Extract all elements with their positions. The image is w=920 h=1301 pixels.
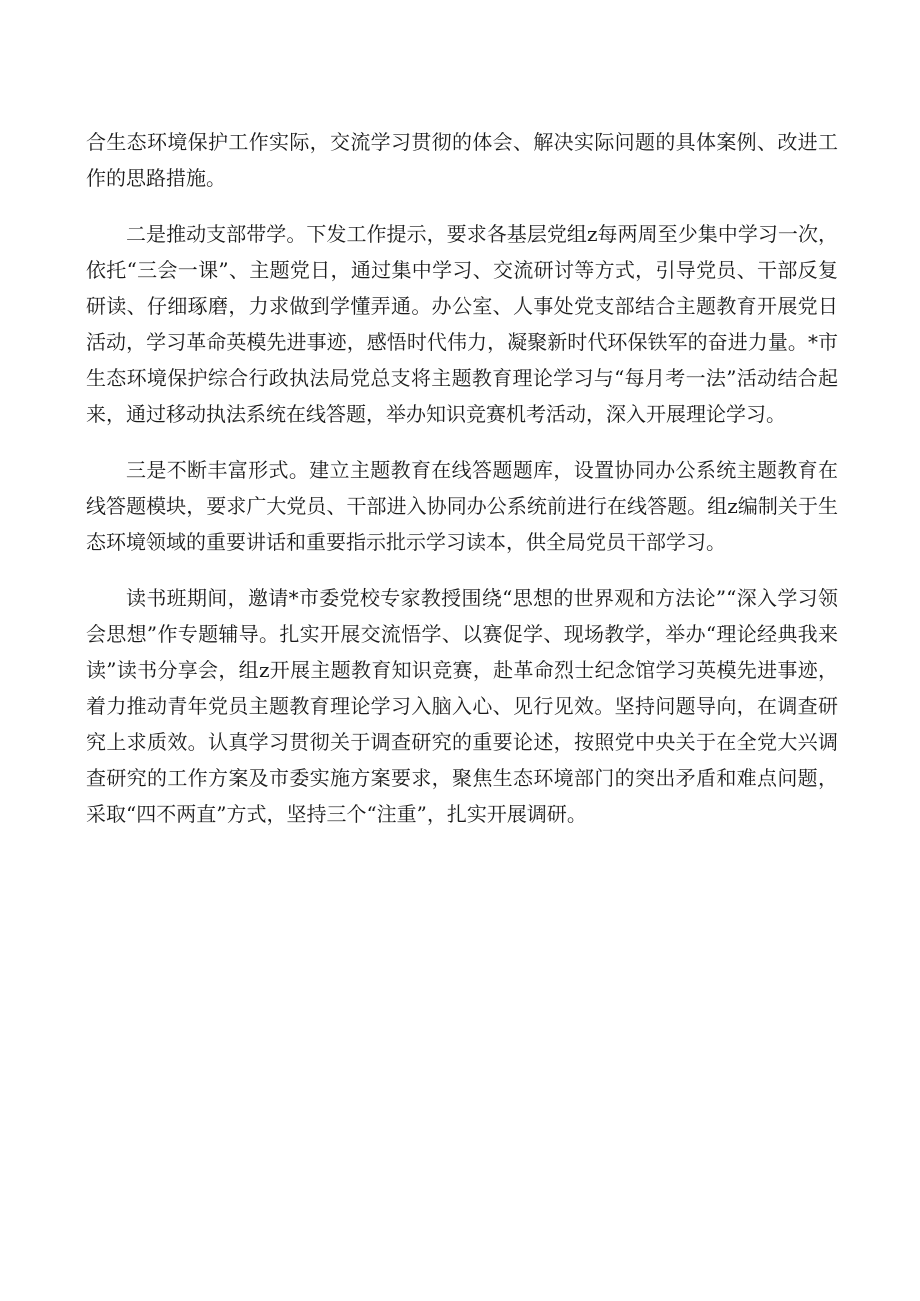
paragraph-reading-class: 读书班期间，邀请*市委党校专家教授围绕“思想的世界观和方法论”“深入学习领会思想”作专题辅导。扎实开展交流悟学、以赛促学、现场教学，举办“理论经典我来读”读书分享会，组z开展主题教育知识竞赛，赴革命烈士纪念馆学习英模先进事迹，着力推动青年党员主题教育理论学习入脑入心、见行见效。坚持问题导向，在调查研究上求质效。认真学习贯彻关于调查研究的重要论述，按照党中央关于在全党大兴调查研究的工作方案及市委实施方案要求，聚焦生态环境部门的突出矛盾和难点问题，采取“四不两直”方式，坚持三个“注重”，扎实开展调研。 [86, 586, 838, 826]
document-body [86, 124, 838, 852]
paragraph-continuation: 合生态环境保护工作实际，交流学习贯彻的体会、解决实际问题的具体案例、改进工作的思路措施。 [86, 130, 838, 190]
paragraph-enrich-forms: 三是不断丰富形式。建立主题教育在线答题题库，设置协同办公系统主题教育在线答题模块，要求广大党员、干部进入协同办公系统前进行在线答题。组z编制关于生态环境领域的重要讲话和重要指示批示学习读本，供全局党员干部学习。 [86, 458, 838, 554]
paragraph-branch-study: 二是推动支部带学。下发工作提示，要求各基层党组z每两周至少集中学习一次，依托“三会一课”、主题党日，通过集中学习、交流研讨等方式，引导党员、干部反复研读、仔细琢磨，力求做到学懂弄通。办公室、人事处党支部结合主题教育开展党日活动，学习革命英模先进事迹，感悟时代伟力，凝聚新时代环保铁军的奋进力量。*市生态环境保护综合行政执法局党总支将主题教育理论学习与“每月考一法”活动结合起来，通过移动执法系统在线答题，举办知识竞赛机考活动，深入开展理论学习。 [86, 222, 838, 426]
